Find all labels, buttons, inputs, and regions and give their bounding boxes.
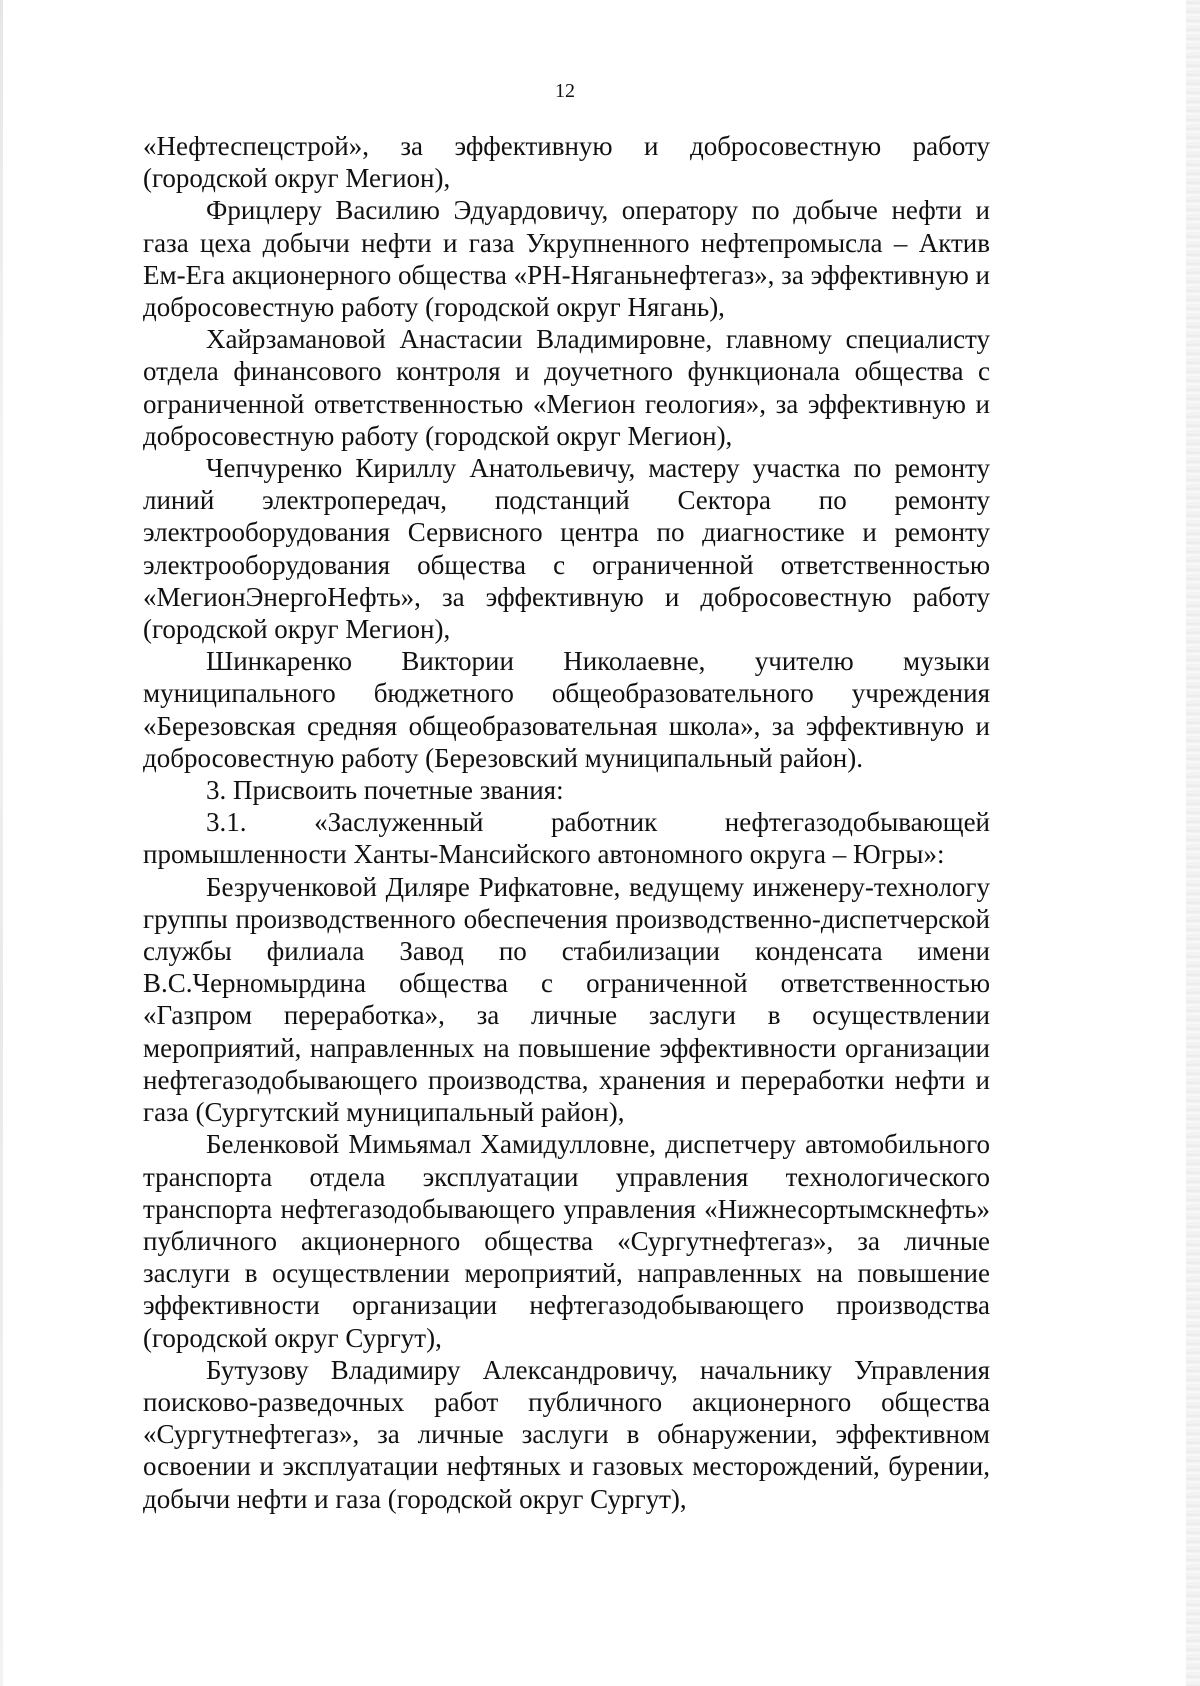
paragraph-award-khairzamanova: Хайрзамановой Анастасии Владимировне, главному специалисту отдела финансового контроля и доучетного функционала общества с ограниченной ответственностью «Мегион геология», за эффективную и добросовестную работу (городской округ Мегион), (143, 324, 990, 451)
paragraph-award-fritsler: Фрицлеру Василию Эдуардовичу, оператору по добыче нефти и газа цеха добычи нефти и газа Укрупненного нефтепромысла – Актив Ем-Ега акционерного общества «РН-Няганьнефтегаз», за эффективную и добросовестную работу (городской округ Нягань), (143, 195, 990, 323)
document-body (143, 130, 990, 1515)
scan-edge-right (1186, 0, 1200, 1686)
paragraph-award-shinkarenko: Шинкаренко Виктории Николаевне, учителю музыки муниципального бюджетного общеобразовательного учреждения «Березовская средняя общеобразовательная школа», за эффективную и добросовестную работу (Березовский муниципальный район). (143, 646, 990, 773)
section-heading-3: 3. Присвоить почетные звания: (206, 775, 564, 806)
scan-edge-left (0, 0, 3, 1686)
paragraph-award-butuzov: Бутузову Владимиру Александровичу, начальнику Управления поисково-разведочных работ публичного акционерного общества «Сургутнефтегаз», за личные заслуги в обнаружении, эффективном освоении и эксплуатации нефтяных и газовых месторождений, бурении, добычи нефти и газа (городской округ Сургут), (143, 1354, 990, 1514)
paragraph-award-bezruchenkova: Безрученковой Диляре Рифкатовне, ведущему инженеру-технологу группы производственного обеспечения производственно-диспетчерской службы филиала Завод по стабилизации конденсата имени В.С.Черномырдина общества с ограниченной ответственностью «Газпром переработка», за личные заслуги в осуществлении мероприятий, направленных на повышение эффективности организации нефтегазодобывающего производства, хранения и переработки нефти и газа (Сургутский муниципальный район), (143, 871, 990, 1128)
page-number: 12 (555, 80, 575, 102)
paragraph-award-belenkova: Беленковой Мимьямал Хамидулловне, диспетчеру автомобильного транспорта отдела эксплуатации управления технологического транспорта нефтегазодобывающего управления «Нижнесортымскнефть» публичного акционерного общества «Сургутнефтегаз», за личные заслуги в осуществлении мероприятий, направленных на повышение эффективности организации нефтегазодобывающего производства (городской округ Сургут), (143, 1129, 990, 1353)
subsection-heading-3-1: 3.1. «Заслуженный работник нефтегазодобывающей промышленности Ханты-Мансийского автономного округа – Югры»: (143, 807, 990, 870)
paragraph-continuation: «Нефтеспецстрой», за эффективную и добросовестную работу (городской округ Мегион), (143, 131, 990, 194)
paragraph-award-chepchurenko: Чепчуренко Кириллу Анатольевичу, мастеру участка по ремонту линий электропередач, подстанций Сектора по ремонту электрооборудования Сервисного центра по диагностике и ремонту электрооборудования общества с ограниченной ответственностью «МегионЭнергоНефть», за эффективную и добросовестную работу (городской округ Мегион), (143, 453, 990, 645)
